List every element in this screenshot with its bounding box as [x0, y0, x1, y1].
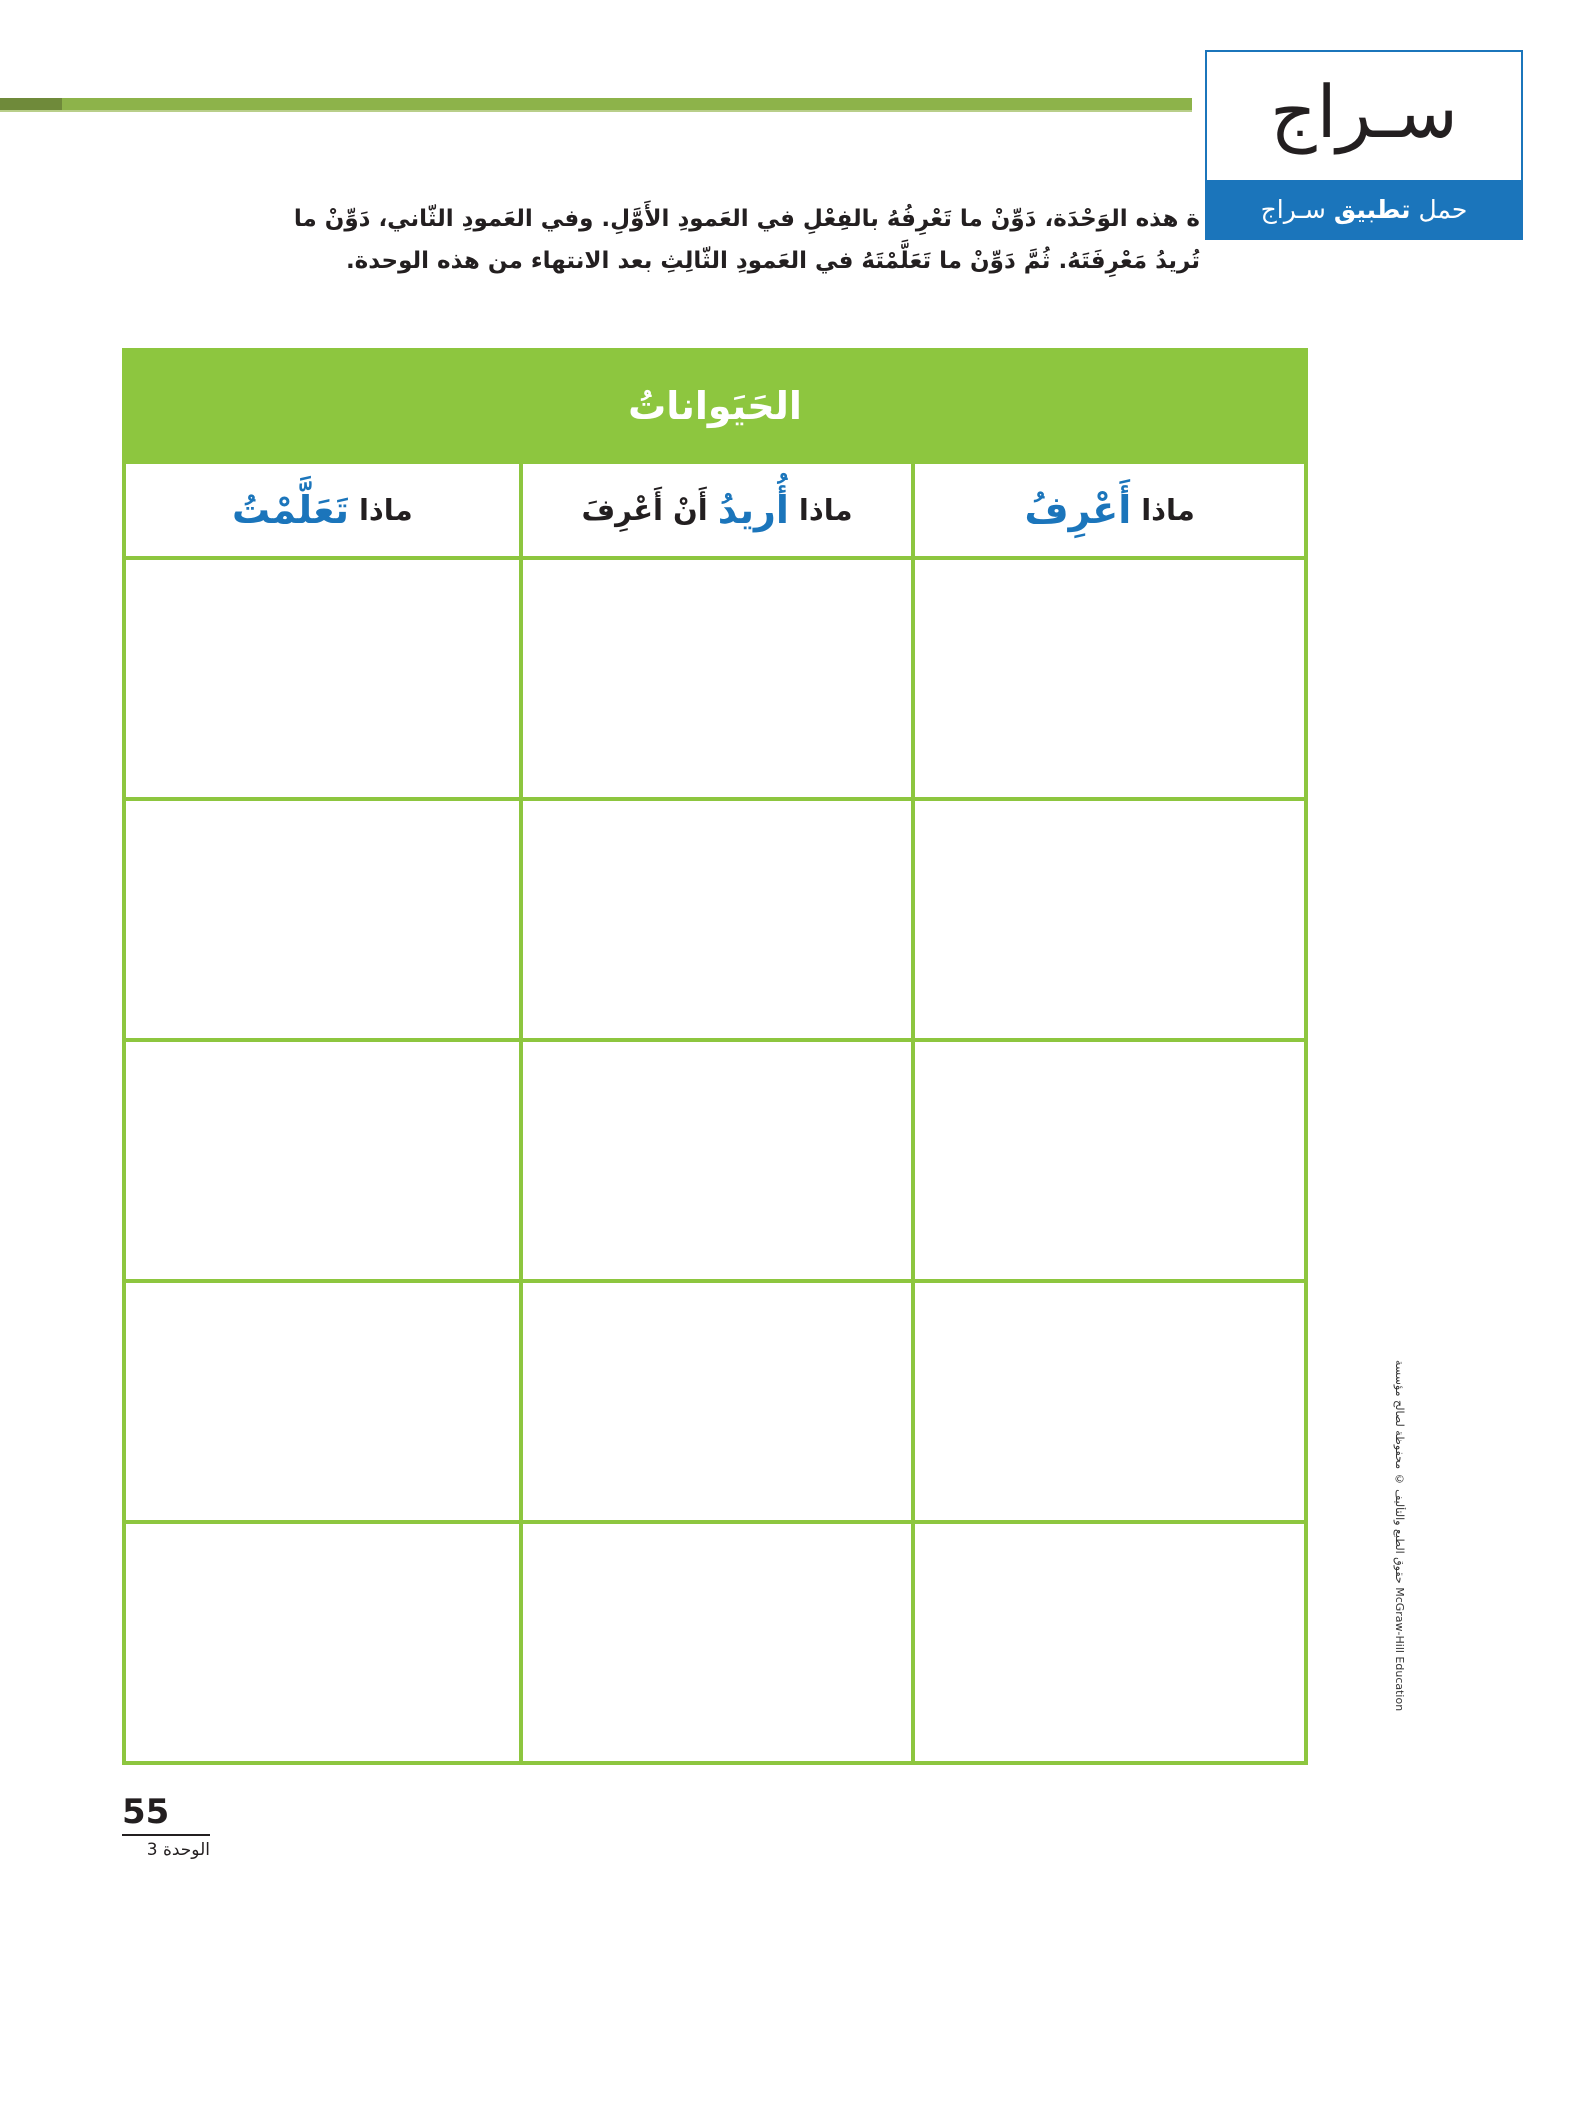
- cell-know-row-2[interactable]: [911, 797, 1304, 1038]
- header-know-prefix: ماذا: [1141, 493, 1195, 527]
- column-header-learned: [126, 460, 519, 556]
- logo-band-prefix: حمل: [1418, 194, 1468, 224]
- header-learned-keyword: تَعَلَّمْتُ: [232, 488, 349, 532]
- unit-label: الوحدة 3: [146, 1840, 210, 1860]
- top-green-rule: [0, 98, 1192, 110]
- header-want-tail: أَنْ أَعْرِفَ: [581, 493, 708, 527]
- header-want-keyword: أُريدُ: [717, 488, 789, 532]
- cell-learned-row-2[interactable]: [126, 797, 519, 1038]
- chart-title: الحَيَواناتُ: [126, 352, 1304, 460]
- instructions-line-1: ة هذه الوَحْدَة، دَوِّنْ ما تَعْرِفُهُ بالفِعْلِ في العَمودِ الأَوَّلِ. وفي العَمودِ الثّاني، دَوِّنْ ما: [293, 206, 1200, 232]
- column-header-know: [911, 460, 1304, 556]
- header-know-keyword: أَعْرِفُ: [1024, 488, 1132, 532]
- instructions-paragraph: [130, 198, 1200, 282]
- siraj-logo: [1205, 50, 1523, 240]
- cell-know-row-3[interactable]: [911, 1038, 1304, 1279]
- instructions-line-2: تُريدُ مَعْرِفَتَهُ. ثُمَّ دَوِّنْ ما تَعَلَّمْتَهُ في العَمودِ الثّالِثِ بعد الانتهاء من هذه الوحدة.: [345, 248, 1200, 274]
- cell-want-row-1[interactable]: [519, 556, 912, 797]
- logo-wordmark: سـراج: [1270, 70, 1458, 154]
- logo-app-band: [1207, 180, 1521, 238]
- header-want-prefix: ماذا: [798, 493, 853, 527]
- cell-want-row-3[interactable]: [519, 1038, 912, 1279]
- cell-learned-row-4[interactable]: [126, 1279, 519, 1520]
- column-header-want: [519, 460, 912, 556]
- logo-band-strong: تطبيق: [1333, 194, 1411, 224]
- top-green-rule-shadow: [0, 110, 1192, 112]
- cell-learned-row-1[interactable]: [126, 556, 519, 797]
- cell-want-row-4[interactable]: [519, 1279, 912, 1520]
- page-number-divider: [122, 1834, 210, 1836]
- cell-learned-row-5[interactable]: [126, 1520, 519, 1761]
- cell-learned-row-3[interactable]: [126, 1038, 519, 1279]
- cell-know-row-5[interactable]: [911, 1520, 1304, 1761]
- header-learned-prefix: ماذا: [358, 493, 413, 527]
- cell-know-row-4[interactable]: [911, 1279, 1304, 1520]
- logo-band-suffix: سـراج: [1260, 194, 1326, 224]
- kwl-grid: [126, 460, 1304, 1761]
- copyright-notice: حقوق الطبع والتأليف © محفوظة لصالح مؤسسة McGraw-Hill Education: [1393, 1360, 1406, 1712]
- cell-want-row-2[interactable]: [519, 797, 912, 1038]
- kwl-chart: [122, 348, 1308, 1765]
- cell-know-row-1[interactable]: [911, 556, 1304, 797]
- cell-want-row-5[interactable]: [519, 1520, 912, 1761]
- page-number: 55: [122, 1792, 170, 1832]
